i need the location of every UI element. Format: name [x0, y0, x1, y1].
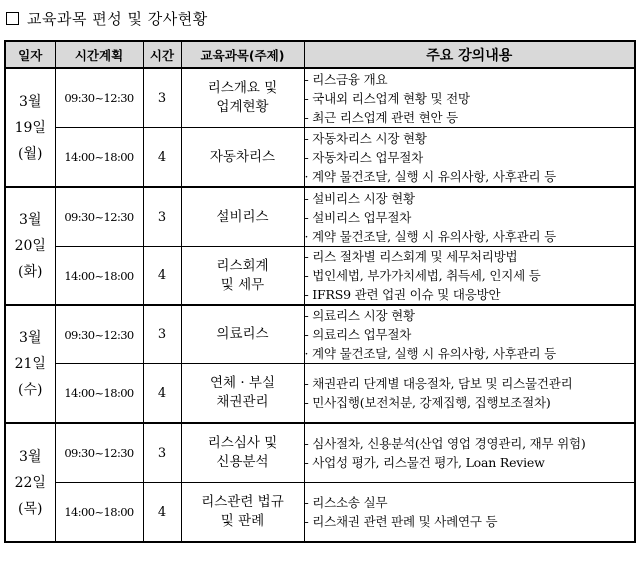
- content-line: - 사업성 평가, 리스물건 평가, Loan Review: [304, 455, 545, 470]
- subject-line: 의료리스: [216, 326, 269, 342]
- subject-cell: [181, 68, 304, 128]
- table-row: [5, 364, 635, 424]
- subject-line: 및 판례: [220, 513, 265, 529]
- date-cell: [5, 187, 55, 305]
- content-line: - 최근 리스업계 관련 현안 등: [304, 109, 459, 125]
- header-date: 일자: [5, 41, 55, 68]
- hours-cell: 3: [143, 423, 181, 483]
- date-line: (월): [18, 145, 43, 162]
- subject-cell: [181, 364, 304, 424]
- date-line: 3월: [19, 448, 42, 465]
- content-line: - 국내외 리스업계 현황 및 전망: [304, 90, 470, 106]
- subject-line: 연체 · 부실: [209, 375, 276, 391]
- subject-cell: [181, 187, 304, 247]
- date-line: (화): [18, 264, 43, 280]
- content-line: - 설비리스 시장 현황: [304, 190, 415, 206]
- subject-line: 리스개요 및: [207, 80, 278, 96]
- content-line: · 계약 물건조달, 실행 시 유의사항, 사후관리 등: [304, 168, 556, 184]
- content-cell: [304, 247, 635, 306]
- subject-line: 설비리스: [216, 208, 269, 225]
- subject-line: 및 세무: [220, 276, 265, 293]
- hours-cell: 4: [143, 364, 181, 424]
- table-row: [5, 187, 635, 247]
- content-line: - 민사집행(보전처분, 강제집행, 집행보조절차): [304, 395, 551, 410]
- subject-cell: [181, 305, 304, 364]
- content-line: - 의료리스 업무절차: [304, 327, 412, 342]
- header-time: 시간계획: [55, 41, 143, 68]
- section-heading: [6, 6, 208, 30]
- content-line: - 심사절차, 신용분석(산업 영업 경영관리, 재무 위험): [304, 436, 586, 451]
- content-cell: [304, 68, 635, 128]
- hours-cell: 3: [143, 305, 181, 364]
- table-row: [5, 68, 635, 128]
- time-cell: 09:30~12:30: [55, 305, 143, 364]
- table-row: [5, 128, 635, 188]
- content-line: - 의료리스 시장 현황: [304, 308, 415, 323]
- subject-cell: [181, 483, 304, 543]
- subject-cell: [181, 128, 304, 188]
- content-cell: [304, 128, 635, 188]
- table-row: [5, 305, 635, 364]
- date-cell: [5, 305, 55, 423]
- subject-line: 자동차리스: [209, 148, 276, 165]
- schedule-body: [5, 68, 635, 542]
- header-row: [5, 41, 635, 68]
- date-line: (수): [18, 382, 43, 398]
- time-cell: 09:30~12:30: [55, 68, 143, 128]
- table-row: [5, 483, 635, 543]
- content-line: - 채권관리 단계별 대응절차, 담보 및 리스물건관리: [304, 376, 573, 391]
- header-hours: 시간: [143, 41, 181, 68]
- header-content: 주요 강의내용: [304, 41, 635, 68]
- hours-cell: 4: [143, 128, 181, 188]
- content-line: - 자동차리스 업무절차: [304, 149, 423, 165]
- header-subject: 교육과목(주제): [181, 41, 304, 68]
- content-line: - 리스금융 개요: [304, 71, 388, 87]
- table-row: [5, 423, 635, 483]
- subject-line: 업계현황: [216, 99, 269, 115]
- time-cell: 14:00~18:00: [55, 483, 143, 543]
- subject-line: 리스심사 및: [207, 435, 278, 451]
- date-cell: [5, 423, 55, 542]
- date-cell: [5, 68, 55, 187]
- subject-line: 리스회계: [216, 257, 269, 274]
- date-line: 3월: [19, 93, 42, 110]
- subject-line: 채권관리: [216, 394, 269, 410]
- content-line: - 법인세법, 부가가치세법, 취득세, 인지세 등: [304, 268, 541, 283]
- content-line: · 계약 물건조달, 실행 시 유의사항, 사후관리 등: [304, 346, 556, 361]
- date-line: 19일: [14, 119, 46, 136]
- schedule-table: [4, 40, 636, 543]
- hours-cell: 4: [143, 247, 181, 306]
- time-cell: 14:00~18:00: [55, 247, 143, 306]
- time-cell: 14:00~18:00: [55, 364, 143, 424]
- hours-cell: 3: [143, 68, 181, 128]
- content-line: - 리스소송 실무: [304, 495, 388, 510]
- content-line: - 설비리스 업무절차: [304, 209, 412, 225]
- date-line: 3월: [19, 212, 42, 228]
- date-line: 22일: [14, 474, 46, 491]
- content-line: · 계약 물건조달, 실행 시 유의사항, 사후관리 등: [304, 228, 556, 244]
- content-line: - 리스채권 관련 판례 및 사례연구 등: [304, 514, 498, 529]
- date-line: 20일: [14, 238, 46, 254]
- content-line: - 자동차리스 시장 현황: [304, 130, 427, 146]
- content-cell: [304, 423, 635, 483]
- subject-cell: [181, 247, 304, 306]
- hours-cell: 4: [143, 483, 181, 543]
- date-line: 21일: [14, 356, 46, 372]
- subject-cell: [181, 423, 304, 483]
- content-cell: [304, 483, 635, 543]
- hours-cell: 3: [143, 187, 181, 247]
- content-cell: [304, 364, 635, 424]
- subject-line: 신용분석: [216, 454, 269, 470]
- subject-line: 리스관련 법규: [201, 494, 284, 510]
- date-line: (목): [18, 500, 43, 517]
- time-cell: 09:30~12:30: [55, 423, 143, 483]
- checkbox-icon: [6, 12, 19, 25]
- section-heading-text: 교육과목 편성 및 강사현황: [27, 9, 208, 28]
- content-line: - 리스 절차별 리스회계 및 세무처리방법: [304, 249, 518, 264]
- table-row: [5, 247, 635, 306]
- content-line: - IFRS9 관련 업권 이슈 및 대응방안: [304, 287, 501, 302]
- time-cell: 14:00~18:00: [55, 128, 143, 188]
- time-cell: 09:30~12:30: [55, 187, 143, 247]
- content-cell: [304, 305, 635, 364]
- content-cell: [304, 187, 635, 247]
- date-line: 3월: [19, 330, 42, 346]
